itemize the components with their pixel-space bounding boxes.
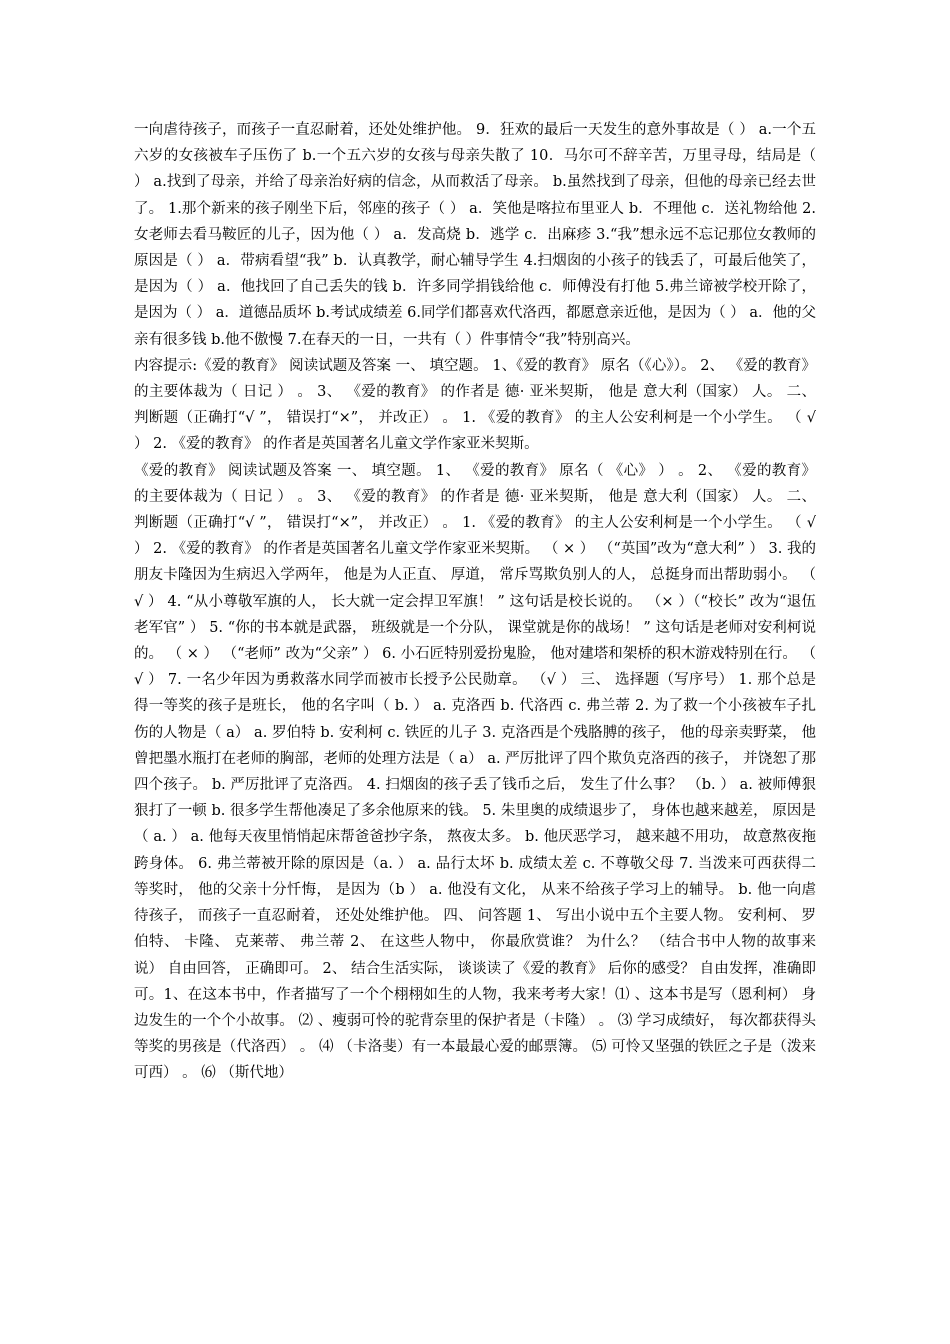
paragraph-quiz-continuation: 一向虐待孩子，而孩子一直忍耐着，还处处维护他。 9．狂欢的最后一天发生的意外事故是（ ） a.一个五六岁的女孩被车子压伤了 b.一个五六岁的女孩与母亲失散了 10．马尔可不辞辛苦，万里寻母，结局是（ ） a.找到了母亲，并给了母亲治好病的信念，从而救活了母亲。 b.虽然找到了母亲，但他的母亲已经去世了。 1.那个新来的孩子刚坐下后，邻座的孩子（ ） a．笑他是喀拉布里亚人 b．不理他 c．送礼物给他 2.女老师去看马鞍匠的儿子，因为他（ ） a．发高烧 b．逃学 c．出麻疹 3.“我”想永远不忘记那位女教师的原因是（ ） a．带病看望“我” b．认真教学，耐心辅导学生 4.扫烟囱的小孩子的钱丢了，可最后他笑了，是因为（ ） a．他找回了自己丢失的钱 b．许多同学捐钱给他 c．师傅没有打他 5.弗兰谛被学校开除了，是因为（ ） a．道德品质坏 b.考试成绩差 6.同学们都喜欢代洛西，都愿意亲近他，是因为（ ） a．他的父亲有很多钱 b.他不傲慢 7.在春天的一日，一共有（ ）件事情令“我”特别高兴。 [134, 122, 816, 348]
paragraph-content-hint: 内容提示:《爱的教育》 阅读试题及答案 一、 填空题。 1、《爱的教育》 原名（《心》）。 2、 《爱的教育》 的主要体裁为（ 日记 ） 。 3、 《爱的教育》 的作者是 德· 亚米契斯， 他是 意大利（国家） 人。 二、 判断题（正确打“√ ”， 错误打“×”， 并改正） 。 1. 《爱的教育》 的主人公安利柯是一个小学生。 （ √ ） 2. 《爱的教育》 的作者是英国著名儿童文学作家亚米契斯。 [134, 357, 816, 453]
paragraph-quiz-answers: 《爱的教育》 阅读试题及答案 一、 填空题。 1、 《爱的教育》 原名（ 《心》 ） 。 2、 《爱的教育》 的主要体裁为（ 日记 ） 。 3、 《爱的教育》 的作者是 德· 亚米契斯， 他是 意大利（国家） 人。 二、 判断题（正确打“√ ”， 错误打“×”， 并改正） 。 1. 《爱的教育》 的主人公安利柯是一个小学生。 （ √ ） 2. 《爱的教育》 的作者是英国著名儿童文学作家亚米契斯。 （ × ） （“英国”改为“意大利” ） 3. 我的朋友卡隆因为生病迟入学两年， 他是为人正直、 厚道， 常斥骂欺负别人的人， 总挺身而出帮助弱小。 （ √ ） 4. “从小尊敬军旗的人， 长大就一定会捍卫军旗！ ” 这句话是校长说的。 （× ）（“校长” 改为“退伍老军官” ） 5. “你的书本就是武器， 班级就是一个分队， 课堂就是你的战场！ ” 这句话是老师对安利柯说的。 （ × ） （“老师” 改为“父亲” ） 6. 小石匠特别爱扮鬼脸， 他对建塔和架桥的积木游戏特别在行。 （ √ ） 7. 一名少年因为勇救落水同学而被市长授予公民勋章。 （√ ） 三、 选择题（写序号） 1. 那个总是得一等奖的孩子是班长， 他的名字叫（ b. ） a. 克洛西 b. 代洛西 c. 弗兰蒂 2. 为了救一个小孩被车子扎伤的人物是（ a） a. 罗伯特 b. 安利柯 c. 铁匠的儿子 3. 克洛西是个残胳膊的孩子， 他的母亲卖野菜， 他曾把墨水瓶打在老师的胸部，老师的处理方法是（ a） a. 严厉批评了四个欺负克洛西的孩子， 并饶恕了那四个孩子。 b. 严厉批评了克洛西。 4. 扫烟囱的孩子丢了钱币之后， 发生了什么事？ （b. ） a. 被师傅狠狠打了一顿 b. 很多学生帮他凑足了多余他原来的钱。 5. 朱里奥的成绩退步了， 身体也越来越差， 原因是（ a. ） a. 他每天夜里悄悄起床帮爸爸抄字条， 熬夜太多。 b. 他厌恶学习， 越来越不用功， 故意熬夜拖跨身体。 6. 弗兰蒂被开除的原因是（a. ） a. 品行太坏 b. 成绩太差 c. 不尊敬父母 7. 当泼来可西获得二等奖时， 他的父亲十分忏悔， 是因为（b ） a. 他没有文化， 从来不给孩子学习上的辅导。 b. 他一向虐待孩子， 而孩子一直忍耐着， 还处处维护他。 四、 问答题 1、 写出小说中五个主要人物。 安利柯、 罗伯特、 卡隆、 克莱蒂、 弗兰蒂 2、 在这些人物中， 你最欣赏谁？ 为什么？ （结合书中人物的故事来说） 自由回答， 正确即可。 2、 结合生活实际， 谈谈读了《爱的教育》 后你的感受？ 自由发挥，准确即可。1、在这本书中，作者描写了一个个栩栩如生的人物，我来考考大家！⑴ 、这本书是写（恩利柯） 身边发生的一个个小故事。 ⑵ 、瘦弱可怜的驼背奈里的保护者是（卡隆） 。 ⑶ 学习成绩好， 每次都获得头等奖的男孩是（代洛西） 。 ⑷ （卡洛斐）有一本最最心爱的邮票簿。 ⑸ 可怜又坚强的铁匠之子是（泼来可西） 。 ⑹ （斯代地） [134, 462, 816, 1082]
document-page [134, 117, 816, 1087]
